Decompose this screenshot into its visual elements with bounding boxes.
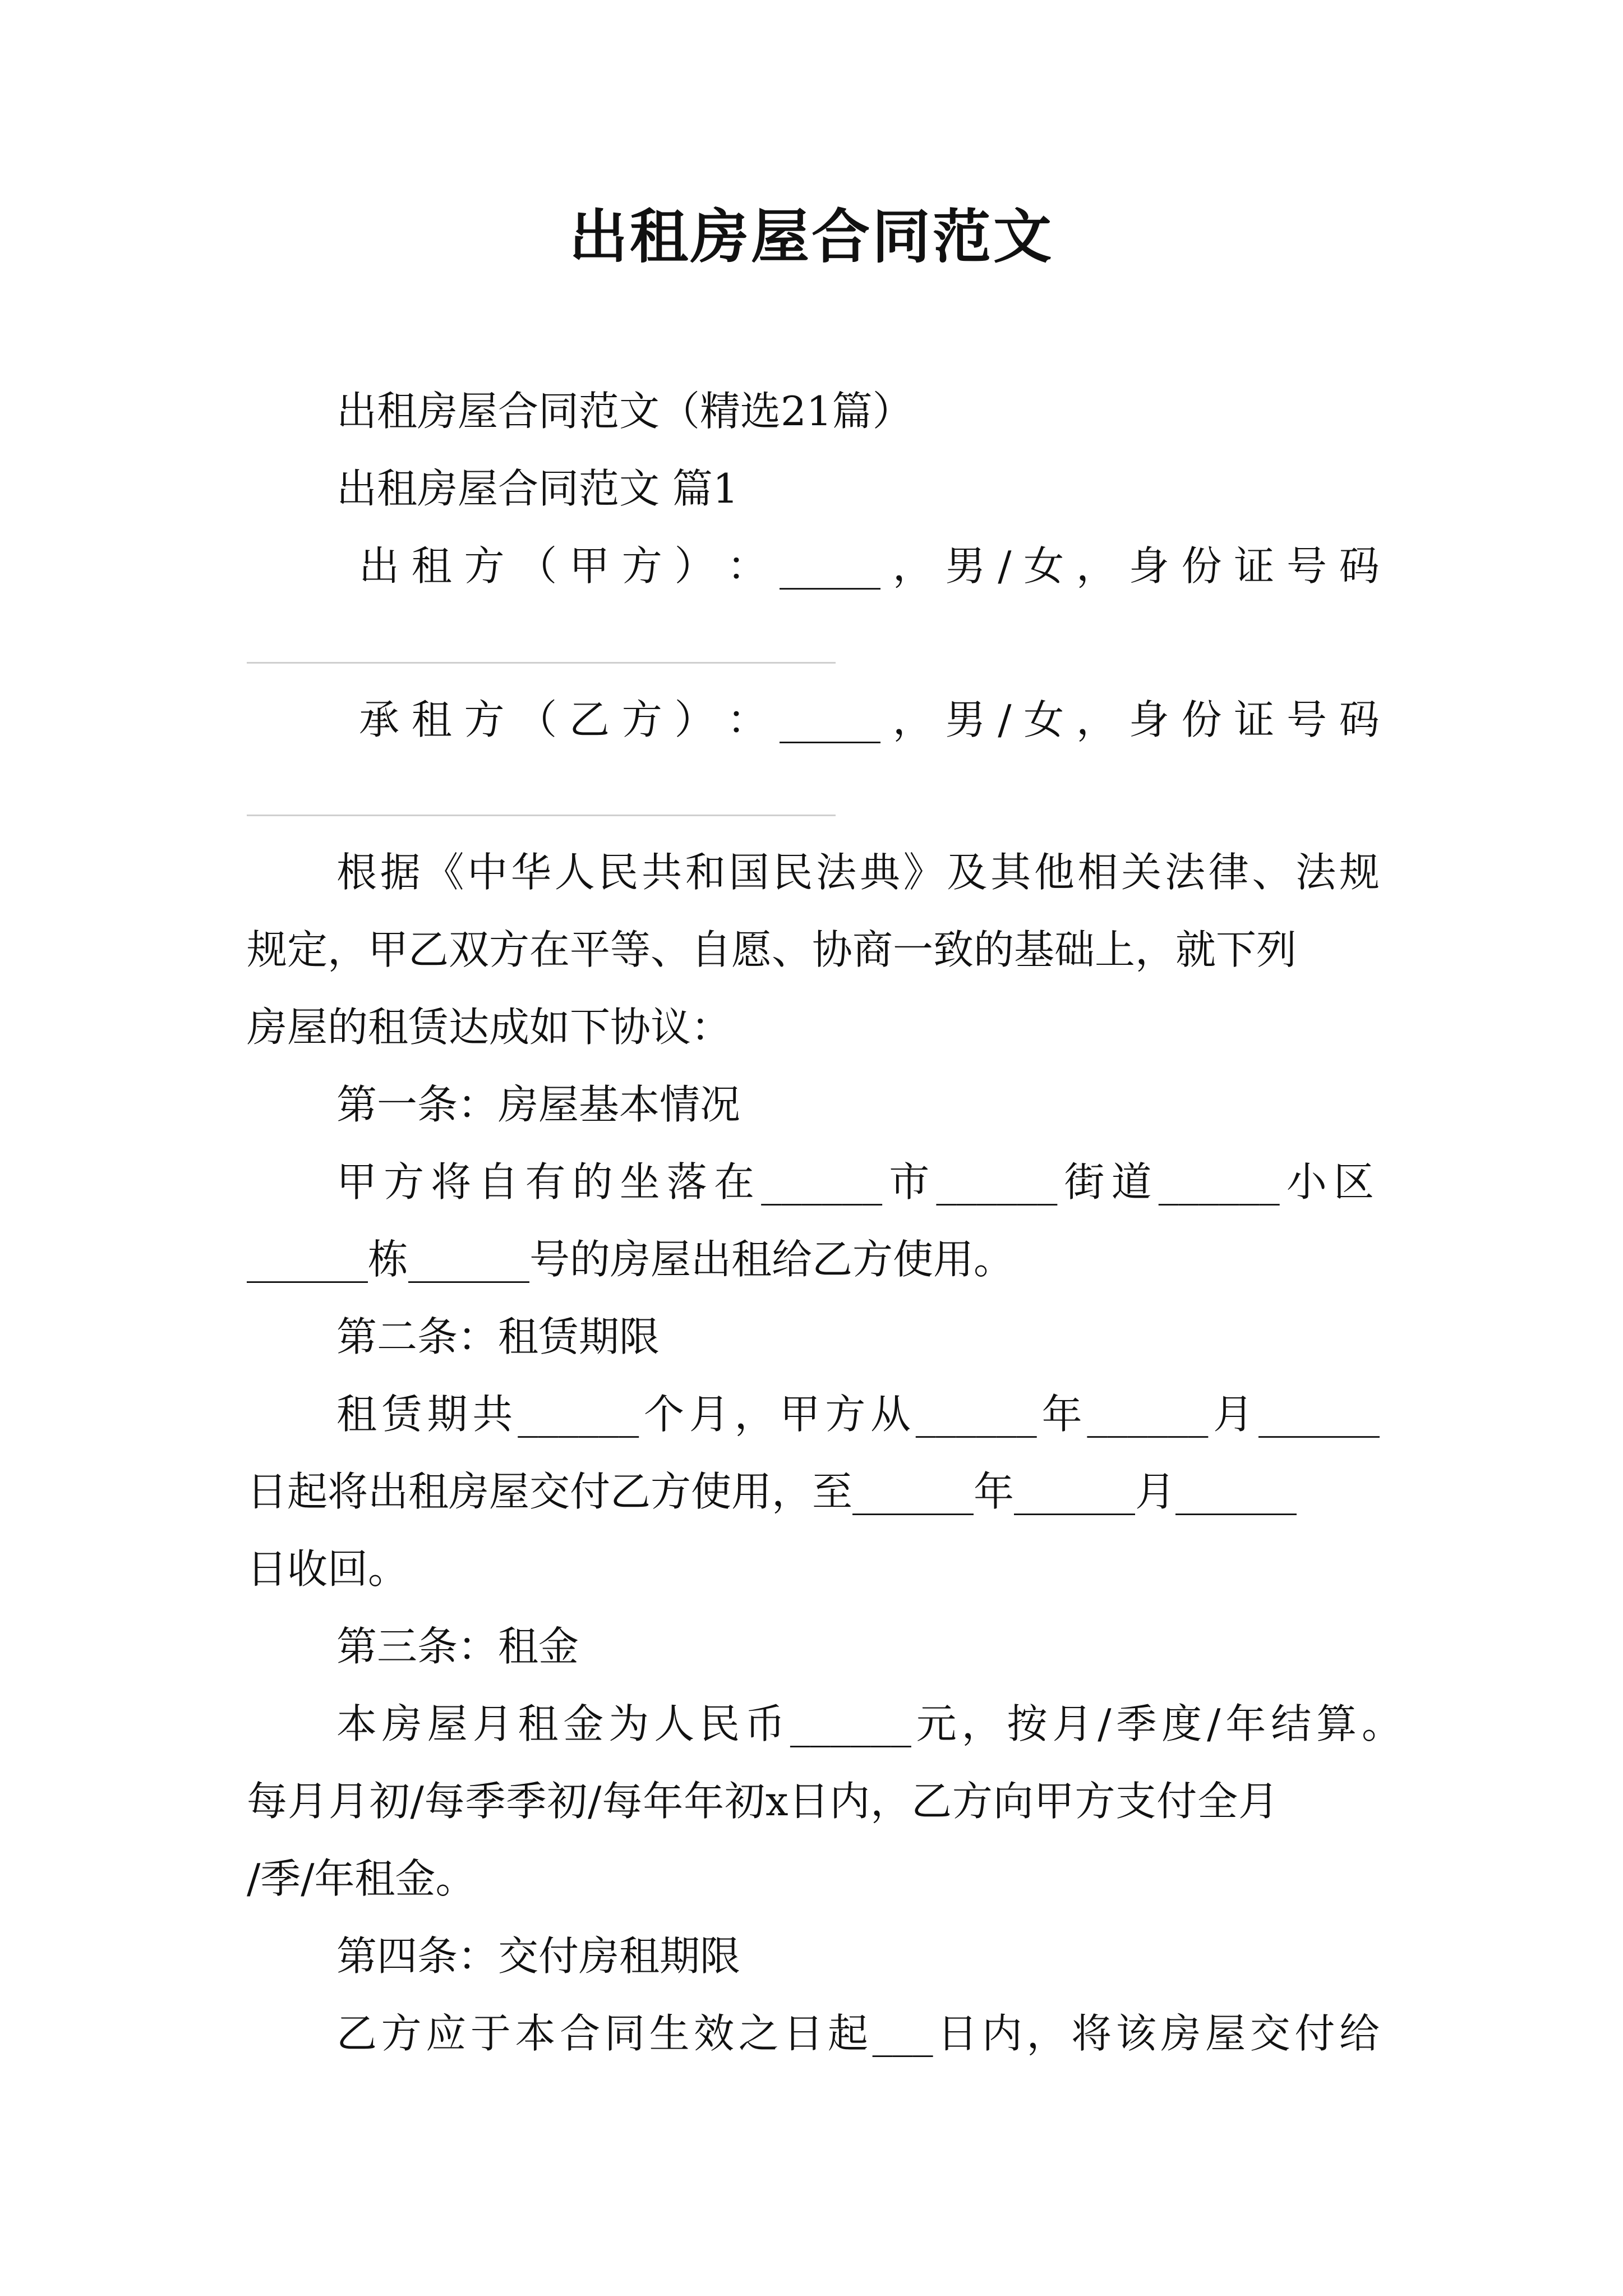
party-b-id-blank-line xyxy=(247,815,836,816)
article-3-line-2: 每月月初/每季季初/每年年初x日内，乙方向甲方支付全月 xyxy=(247,1778,1279,1825)
party-a-name-blank: _____ xyxy=(780,542,880,590)
article-1-heading: 第一条：房屋基本情况 xyxy=(336,1081,741,1128)
article-1-line-1: 甲方将自有的坐落在______市______街道______小区 xyxy=(336,1158,1374,1205)
article-1-line-2: ______栋______号的房屋出租给乙方使用。 xyxy=(247,1236,1015,1283)
article-2-line-1: 租赁期共______个月，甲方从______年______月______ xyxy=(336,1391,1380,1438)
document-subtitle: 出租房屋合同范文（精选21篇） xyxy=(336,388,913,435)
party-a-id-blank-line xyxy=(247,662,836,664)
article-2-line-2: 日起将出租房屋交付乙方使用，至______年______月______ xyxy=(247,1468,1297,1515)
article-3-line-3: /季/年租金。 xyxy=(247,1855,476,1902)
party-b-name-blank: _____ xyxy=(780,696,880,743)
article-3-heading: 第三条：租金 xyxy=(336,1623,579,1670)
party-a-line: 出 租 方 （ 甲 方 ） ： _____ ， 男 / 女 ， 身 份 证 号 码 xyxy=(359,542,1380,590)
article-3-line-1: 本房屋月租金为人民币______元，按月/季度/年结算。 xyxy=(336,1700,1402,1747)
preamble-line-3: 房屋的租赁达成如下协议： xyxy=(247,1004,732,1051)
party-b-line: 承 租 方 （ 乙 方 ） ： _____ ， 男 / 女 ， 身 份 证 号 码 xyxy=(359,696,1380,743)
article-2-line-3: 日收回。 xyxy=(247,1545,409,1593)
article-2-heading: 第二条：租赁期限 xyxy=(336,1313,660,1360)
article-4-heading: 第四条：交付房租期限 xyxy=(336,1932,741,1980)
preamble-line-2: 规定，甲乙双方在平等、自愿、协商一致的基础上，就下列 xyxy=(247,926,1297,973)
document-title: 出租房屋合同范文 xyxy=(569,202,1054,271)
preamble-line-1: 根据《中华人民共和国民法典》及其他相关法律、法规 xyxy=(336,849,1380,896)
section-heading: 出租房屋合同范文 篇1 xyxy=(336,465,739,512)
article-4-line-1: 乙方应于本合同生效之日起___日内，将该房屋交付给 xyxy=(336,2010,1380,2057)
